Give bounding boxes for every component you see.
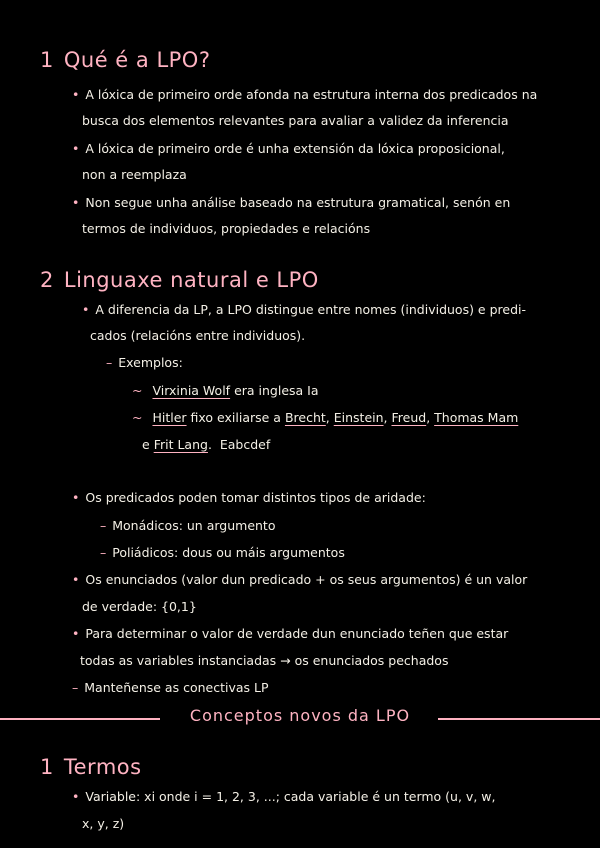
- example-line: ~ Virxinia Wolf era inglesa Ia: [132, 383, 319, 398]
- note-line: termos de individuos, propiedades e relacións: [82, 221, 371, 236]
- dash-icon: –: [100, 518, 107, 533]
- individual-name: Frit Lang: [153, 437, 208, 452]
- section-heading-2: [40, 268, 319, 292]
- individual-name: Virxinia Wolf: [152, 383, 231, 398]
- note-line: – Poliádicos: dous ou máis argumentos: [100, 545, 345, 560]
- note-line: • Non segue unha análise baseado na estrutura gramatical, senón en: [72, 195, 511, 210]
- bullet-dot-icon: •: [72, 789, 80, 804]
- individual-name: Hitler: [152, 410, 187, 425]
- note-line: non a reemplaza: [82, 167, 187, 182]
- divider-title: Conceptos novos da LPO: [189, 706, 411, 725]
- note-line: • Para determinar o valor de verdade dun enunciado teñen que estar: [72, 626, 509, 641]
- note-line: de verdade: {0,1}: [82, 599, 197, 614]
- note-line: • Os predicados poden tomar distintos tipos de aridade:: [72, 490, 426, 505]
- dash-icon: –: [106, 355, 113, 370]
- dash-icon: –: [100, 545, 107, 560]
- note-line: • A lóxica de primeiro orde é unha extensión da lóxica proposicional,: [72, 141, 505, 156]
- note-line: • A diferencia da LP, a LPO distingue entre nomes (individuos) e predi-: [82, 302, 527, 317]
- note-line: – Manteñense as conectivas LP: [72, 680, 269, 695]
- dash-icon: –: [72, 680, 79, 695]
- individual-name: Thomas Mam: [434, 410, 519, 425]
- example-line: ~ Hitler fixo exiliarse a Brecht, Einstein, Freud, Thomas Mam: [132, 410, 519, 425]
- note-line: x, y, z): [82, 816, 125, 831]
- individual-name: Freud: [391, 410, 427, 425]
- bullet-dot-icon: •: [72, 490, 80, 505]
- tilde-icon: ~: [132, 410, 143, 425]
- note-line: • Variable: xi onde i = 1, 2, 3, ...; cada variable é un termo (u, v, w,: [72, 789, 496, 804]
- note-line: cados (relacións entre individuos).: [90, 328, 306, 343]
- bullet-dot-icon: •: [72, 195, 80, 210]
- individual-name: Brecht: [284, 410, 326, 425]
- note-line: – Monádicos: un argumento: [100, 518, 276, 533]
- note-line: • A lóxica de primeiro orde afonda na estrutura interna dos predicados na: [72, 87, 538, 102]
- note-line: busca dos elementos relevantes para avaliar a validez da inferencia: [82, 113, 509, 128]
- bullet-dot-icon: •: [82, 302, 90, 317]
- tilde-icon: ~: [132, 383, 143, 398]
- predicate-formula: Eabcdef: [219, 437, 271, 452]
- section-title: Qué é a LPO?: [63, 48, 211, 72]
- section-number: 1: [40, 48, 54, 72]
- section-heading-3: [40, 755, 142, 779]
- section-number: 1: [40, 755, 54, 779]
- section-heading-1: [40, 48, 211, 72]
- bullet-dot-icon: •: [72, 626, 80, 641]
- bullet-dot-icon: •: [72, 87, 80, 102]
- note-line: todas as variables instanciadas → os enunciados pechados: [80, 653, 449, 668]
- section-divider: [0, 706, 600, 725]
- section-title: Termos: [63, 755, 142, 779]
- section-number: 2: [40, 268, 54, 292]
- section-title: Linguaxe natural e LPO: [63, 268, 319, 292]
- bullet-dot-icon: •: [72, 572, 80, 587]
- note-line: – Exemplos:: [106, 355, 183, 370]
- note-line: • Os enunciados (valor dun predicado + os seus argumentos) é un valor: [72, 572, 528, 587]
- example-line: e Frit Lang. Eabcdef: [142, 437, 271, 452]
- bullet-dot-icon: •: [72, 141, 80, 156]
- individual-name: Einstein: [333, 410, 384, 425]
